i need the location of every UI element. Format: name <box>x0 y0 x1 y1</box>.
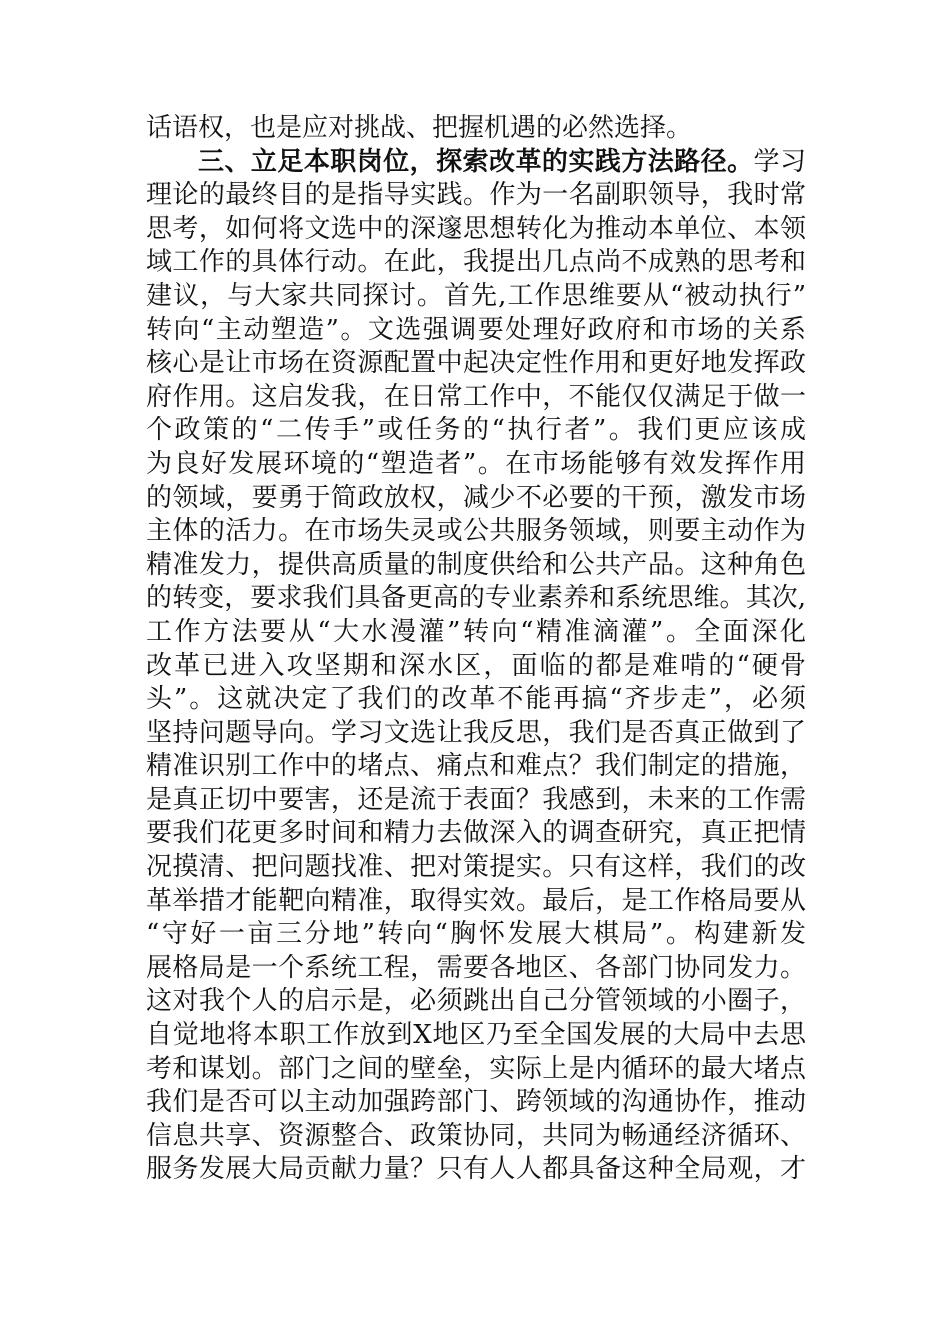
text-line: 考和谋划。部门之间的壁垒，实际上是内循环的最大堵点 <box>146 1053 806 1084</box>
text-line: 域工作的具体行动。在此，我提出几点尚不成熟的思考和 <box>146 247 806 278</box>
section-heading: 三、立足本职岗位，探索改革的实践方法路径。 <box>198 146 754 177</box>
text-line: 府作用。这启发我，在日常工作中，不能仅仅满足于做一 <box>146 381 806 412</box>
section-heading-line <box>146 146 806 180</box>
text-line: “守好一亩三分地”转向“胸怀发展大棋局”。构建新发 <box>146 919 806 950</box>
text-line: 况摸清、把问题找准、把对策提实。只有这样，我们的改 <box>146 852 806 883</box>
text-line: 理论的最终目的是指导实践。作为一名副职领导，我时常 <box>146 180 806 211</box>
text-line: 要我们花更多时间和精力去做深入的调查研究，真正把情 <box>146 818 806 849</box>
text-line: 革举措才能靶向精准，取得实效。最后，是工作格局要从 <box>146 885 806 916</box>
text-line: 的领域，要勇于简政放权，减少不必要的干预，激发市场 <box>146 482 806 513</box>
text-line-tail: 学习 <box>753 146 806 177</box>
text-line: 改革已进入攻坚期和深水区，面临的都是难啃的“硬骨 <box>146 650 806 681</box>
text-line: 精准识别工作中的堵点、痛点和难点？我们制定的措施， <box>146 751 806 782</box>
text-line: 这对我个人的启示是，必须跳出自己分管领域的小圈子， <box>146 986 806 1017</box>
text-line: 是真正切中要害，还是流于表面？我感到，未来的工作需 <box>146 784 806 815</box>
text-line: 服务发展大局贡献力量？只有人人都具备这种全局观，才 <box>146 1154 806 1185</box>
text-line: 转向“主动塑造”。文选强调要处理好政府和市场的关系 <box>146 314 806 345</box>
text-line: 的转变，要求我们具备更高的专业素养和系统思维。其次, <box>146 583 806 614</box>
text-line: 话语权，也是应对挑战、把握机遇的必然选择。 <box>146 113 693 143</box>
text-line: 个政策的“二传手”或任务的“执行者”。我们更应该成 <box>146 415 806 446</box>
text-line: 信息共享、资源整合、政策协同，共同为畅通经济循环、 <box>146 1120 806 1151</box>
text-line: 自觉地将本职工作放到X地区乃至全国发展的大局中去思 <box>146 1020 806 1051</box>
text-line: 主体的活力。在市场失灵或公共服务领域，则要主动作为 <box>146 516 806 547</box>
text-line: 头”。这就决定了我们的改革不能再搞“齐步走”，必须 <box>146 684 806 715</box>
text-line: 核心是让市场在资源配置中起决定性作用和更好地发挥政 <box>146 348 806 379</box>
text-line: 我们是否可以主动加强跨部门、跨领域的沟通协作，推动 <box>146 1087 806 1118</box>
text-line: 坚持问题导向。学习文选让我反思，我们是否真正做到了 <box>146 717 806 748</box>
text-line: 精准发力，提供高质量的制度供给和公共产品。这种角色 <box>146 549 806 580</box>
text-line: 建议，与大家共同探讨。首先,工作思维要从“被动执行” <box>146 280 806 311</box>
text-line: 工作方法要从“大水漫灌”转向“精准滴灌”。全面深化 <box>146 616 806 647</box>
body-text <box>146 112 806 1187</box>
text-line: 为良好发展环境的“塑造者”。在市场能够有效发挥作用 <box>146 448 806 479</box>
text-line: 思考，如何将文选中的深邃思想转化为推动本单位、本领 <box>146 213 806 244</box>
text-line: 展格局是一个系统工程，需要各地区、各部门协同发力。 <box>146 952 806 983</box>
